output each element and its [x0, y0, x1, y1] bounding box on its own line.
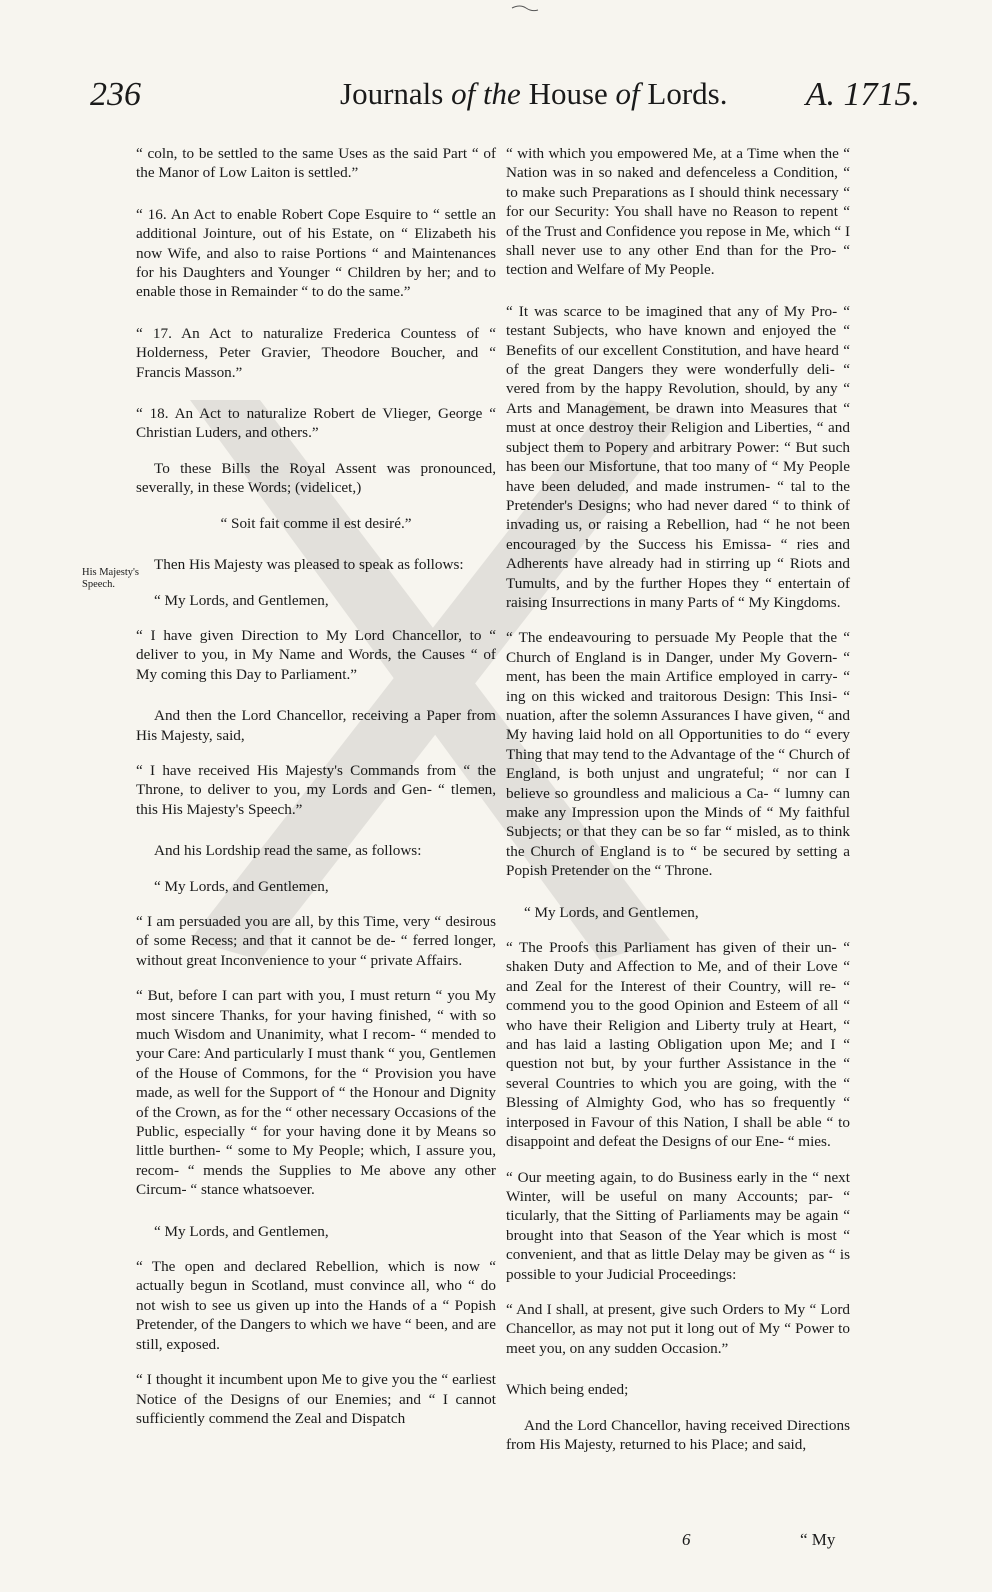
paragraph: “ Our meeting again, to do Business early in the “ next Winter, will be useful on many Accounts; par- “ ticularly, that the Sitting of Parliaments may be again “ brought into that Season of the Year which is most “ convenient, and that as little Delay may be given as “ is possible to your Judicial Proceedings: [506, 1168, 850, 1283]
title-part: House [520, 76, 616, 111]
paragraph: “ And I shall, at present, give such Orders to My “ Lord Chancellor, as may not put it long out of My “ Power to meet you, on any sudden Occasion.” [506, 1300, 850, 1357]
title-part: of [615, 76, 640, 111]
paragraph: Which being ended; [506, 1381, 629, 1399]
left-column [136, 144, 496, 1444]
paragraph: “ I thought it incumbent upon Me to give you the “ earliest Notice of the Designs of our Enemies; and “ I cannot sufficiently commend the Zeal and Dispatch [136, 1371, 496, 1427]
speech-salutation: “ My Lords, and Gentlemen, [524, 903, 699, 921]
top-mark [510, 2, 540, 16]
title-part: of the [451, 76, 521, 111]
right-column [506, 144, 850, 1470]
paragraph: “ coln, to be settled to the same Uses as the said Part “ of the Manor of Low Laiton is settled.” [136, 145, 496, 182]
paragraph: “ 17. An Act to naturalize Frederica Countess of “ Holderness, Peter Gravier, Theodore Boucher, and “ Francis Masson.” [136, 324, 496, 381]
running-title [340, 76, 728, 112]
page-header [90, 76, 920, 126]
paragraph: And the Lord Chancellor, having received Directions from His Majesty, returned to his Place; and said, [506, 1416, 850, 1453]
paragraph: “ The open and declared Rebellion, which is now “ actually begun in Scotland, must convince all, who “ do not wish to see us given up into the Hands of a “ Popish Pretender, of the Dangers to which we have “ been, and are still, exposed. [136, 1258, 496, 1353]
speech-salutation: “ My Lords, and Gentlemen, [154, 1222, 329, 1240]
signature-mark: 6 [682, 1530, 691, 1549]
paragraph: “ I am persuaded you are all, by this Time, very “ desirous of some Recess; and that it cannot be de- “ ferred longer, without great Inconvenience to your “ private Affairs. [136, 912, 496, 969]
paragraph: And then the Lord Chancellor, receiving a Paper from His Majesty, said, [136, 707, 496, 744]
paragraph: “ with which you empowered Me, at a Time when the “ Nation was in so naked and defenceless a Condition, “ to make such Preparations as I should think necessary “ for our Security: You shall have no Reason to repent “ of the Trust and Confidence you repose in Me, which “ I shall never use to any other End than for the Pro- “ tection and Welfare of My People. [506, 145, 850, 279]
page-number: 236 [90, 76, 141, 113]
paragraph: “ 16. An Act to enable Robert Cope Esquire to “ settle an additional Jointure, out of his Estate, on “ Elizabeth his now Wife, and also to raise Portions “ and Maintenances for his Daughters and Younger “ Children by her; and to enable those in Remainder “ to do the same.” [136, 205, 496, 301]
paragraph: “ I have given Direction to My Lord Chancellor, to “ deliver to you, in My Name and Words, the Causes “ of My coming this Day to Parliament.” [136, 626, 496, 683]
paragraph: To these Bills the Royal Assent was pronounced, severally, in these Words; (videlicet,) [136, 459, 496, 497]
paragraph: “ I have received His Majesty's Commands from “ the Throne, to deliver to you, my Lords and Gen- “ tlemen, this His Majesty's Speech.” [136, 761, 496, 818]
speech-salutation: “ My Lords, and Gentlemen, [154, 591, 329, 609]
year-label: A. 1715. [805, 76, 920, 113]
paragraph: “ The endeavouring to persuade My People that the “ Church of England is in Danger, under My Govern- “ ment, has been the main Artifice employed in carry- “ ing on this wicked and traitorous Design: This Insi- “ nuation, after the solemn Assurances I have given, “ and My having laid hold on all Opportunities to do “ every Thing that may tend to the Advantage of the “ Church of England, is both unjust and ungrateful; “ nor can I believe so groundless and malicious a Ca- “ lumny can make any Impression upon the Minds of “ My faithful Subjects; or that they can be so far “ misled, as to think the Church of England is to “ be secured by setting a Popish Pretender on the “ Throne. [506, 629, 850, 880]
royal-assent-formula: “ Soit fait comme il est desiré.” [220, 514, 412, 532]
title-part: Lords. [639, 76, 728, 111]
catchword: “ My [800, 1530, 836, 1549]
paragraph: “ 18. An Act to naturalize Robert de Vlieger, George “ Christian Luders, and others.” [136, 405, 496, 442]
paragraph: “ The Proofs this Parliament has given of their un- “ shaken Duty and Affection to Me, and of their Love “ and Zeal for the Interest of their Country, will re- “ commend you to the good Opinion and Esteem of all “ who have their Religion and Liberty truly at Heart, “ and has laid a lasting Obligation upon Me; and I “ question not but, by your further Assistance in the “ several Countries to which you are going, with the “ Blessing of Almighty God, who has so frequently “ interposed in Favour of this Nation, I shall be able “ to disappoint and defeat the Designs of our Ene- “ mies. [506, 939, 850, 1151]
margin-note: His Majesty's Speech. [82, 567, 140, 590]
speech-salutation: “ My Lords, and Gentlemen, [154, 877, 329, 895]
paragraph: Then His Majesty was pleased to speak as follows: [154, 556, 464, 574]
paragraph: And his Lordship read the same, as follows: [154, 842, 422, 860]
paragraph: “ It was scarce to be imagined that any of My Pro- “ testant Subjects, who have known and enjoyed the “ Benefits of our excellent Constitution, and have heard “ of the great Dangers they were wonderfully deli- “ vered from by the happy Revolution, should, by any “ Arts and Management, be drawn into Measures that “ must at once destroy their Religion and Liberties, “ and subject them to Popery and arbitrary Power: “ But such has been our Misfortune, that too many of “ My People have been deluded, and made instrumen- “ tal to the Pretender's Designs; who had never dared “ to think of invading us, or raising a Rebellion, had “ he not been encouraged by the Success his Emissa- “ ries and Adherents have already had in stirring up “ Riots and Tumults, and by the further Hopes they “ entertain of raising Insurrections in many Parts of “ My Kingdoms. [506, 302, 850, 611]
paragraph: “ But, before I can part with you, I must return “ you My most sincere Thanks, for your having finished, “ with so much Wisdom and Unanimity, what I recom- “ mended to your Care: And particularly I must thank “ you, Gentlemen of the House of Commons, for the “ Provision you have made, as well for the Support of “ the Honour and Dignity of the Crown, as for the “ other necessary Occasions of the Public, especially “ for your having done it by Means so little burthen- “ some to My People; which, I assure you, recom- “ mends the Supplies to Me above any other Circum- “ stance whatsoever. [136, 987, 496, 1199]
title-part: Journals [340, 76, 452, 111]
